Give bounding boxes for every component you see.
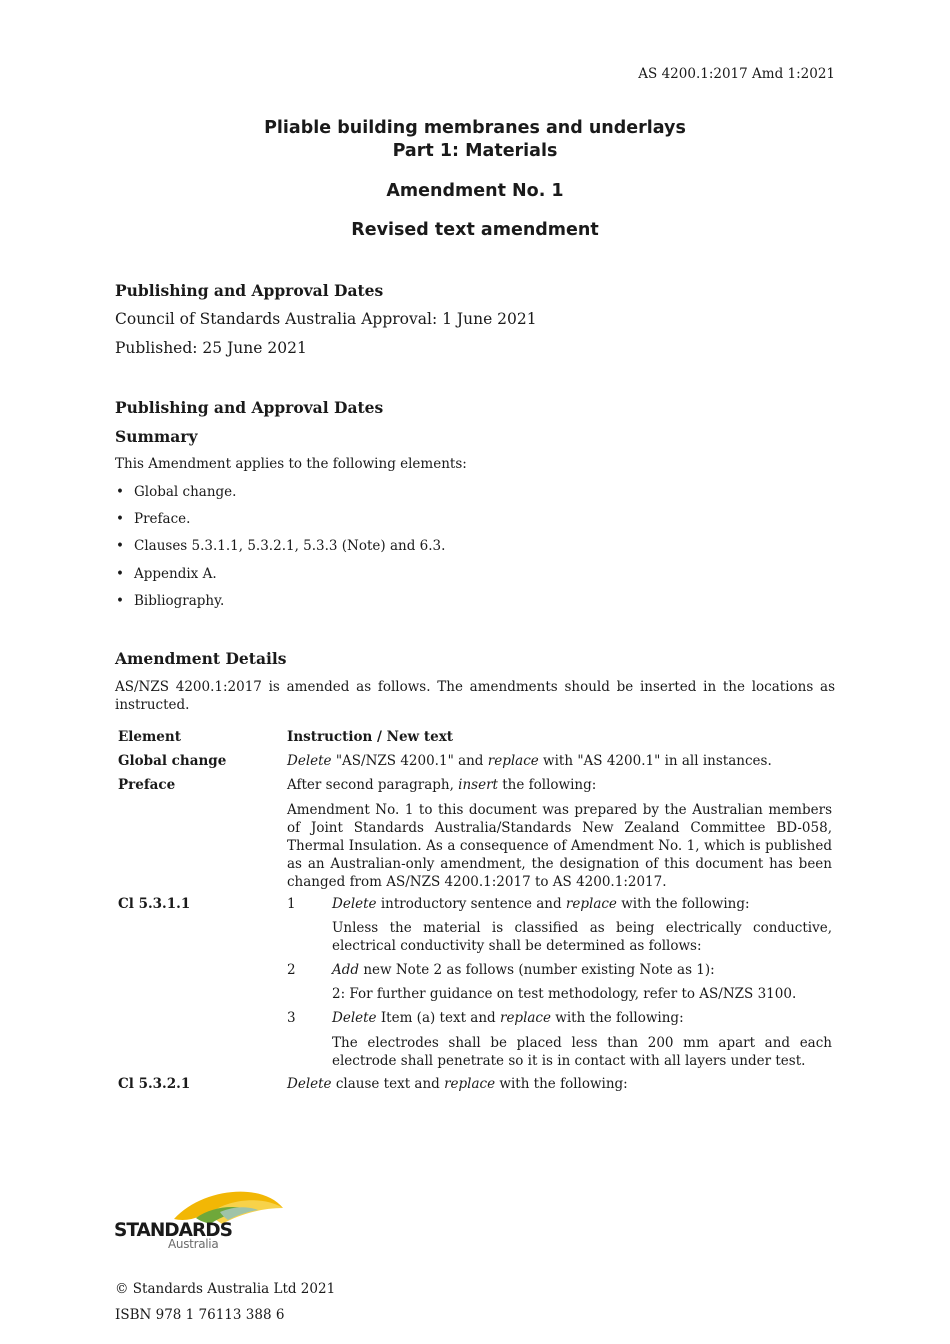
instruction-item-3 bbox=[332, 1009, 684, 1027]
replace-word: replace bbox=[444, 1076, 496, 1092]
instruction-preface bbox=[287, 776, 596, 794]
element-preface: Preface bbox=[118, 777, 176, 793]
published-date: Published: 25 June 2021 bbox=[115, 339, 307, 357]
replace-word: replace bbox=[565, 896, 617, 912]
delete-word: Delete bbox=[287, 1076, 332, 1092]
list-item: • Clauses 5.3.1.1, 5.3.2.1, 5.3.3 (Note) and 6.3. bbox=[115, 537, 445, 564]
list-item: • Bibliography. bbox=[115, 592, 445, 619]
summary-list bbox=[115, 483, 445, 619]
instruction-text: clause text and bbox=[331, 1076, 445, 1092]
dates-heading: Publishing and Approval Dates bbox=[115, 281, 384, 300]
replace-word: replace bbox=[499, 1010, 551, 1026]
copyright-notice: © Standards Australia Ltd 2021 bbox=[115, 1281, 336, 1297]
details-intro: AS/NZS 4200.1:2017 is amended as follows. The amendments should be inserted in the locations as instructed. bbox=[115, 679, 835, 713]
amendment-number: Amendment No. 1 bbox=[386, 181, 564, 201]
column-header-instruction: Instruction / New text bbox=[287, 729, 453, 745]
column-header-element: Element bbox=[118, 729, 181, 745]
instruction-text: Item (a) text and bbox=[376, 1010, 500, 1026]
element-cl-5-3-1-1: Cl 5.3.1.1 bbox=[118, 896, 191, 912]
document-reference: AS 4200.1:2017 Amd 1:2021 bbox=[638, 66, 835, 82]
delete-word: Delete bbox=[332, 896, 377, 912]
council-approval-date: Council of Standards Australia Approval: 1 June 2021 bbox=[115, 310, 537, 328]
instruction-text: After second paragraph, bbox=[287, 777, 459, 793]
new-text-item-2: 2: For further guidance on test methodology, refer to AS/NZS 3100. bbox=[332, 986, 797, 1002]
element-global-change: Global change bbox=[118, 753, 227, 769]
instruction-text: the following: bbox=[497, 777, 597, 793]
standards-australia-logo bbox=[112, 1186, 292, 1256]
logo-wordmark: STANDARDS bbox=[114, 1220, 232, 1241]
isbn: ISBN 978 1 76113 388 6 bbox=[115, 1307, 285, 1323]
instruction-text: with the following: bbox=[551, 1010, 684, 1026]
delete-word: Delete bbox=[332, 1010, 377, 1026]
instruction-item-2 bbox=[332, 961, 715, 979]
summary-heading: Summary bbox=[115, 427, 198, 446]
new-text-item-3: The electrodes shall be placed less than 200 mm apart and each electrode shall penetrate so it is in contact with all layers under test. bbox=[332, 1035, 832, 1069]
instruction-global-change bbox=[287, 752, 772, 770]
list-item: • Global change. bbox=[115, 483, 445, 510]
instruction-text: "AS/NZS 4200.1" and bbox=[331, 753, 488, 769]
new-text-item-1: Unless the material is classified as being electrically conductive, electrical conductivity shall be determined as follows: bbox=[332, 920, 832, 954]
instruction-cl-5-3-2-1 bbox=[287, 1075, 628, 1093]
instruction-text: new Note 2 as follows (number existing Note as 1): bbox=[359, 962, 715, 978]
replace-word: replace bbox=[487, 753, 539, 769]
details-heading: Amendment Details bbox=[115, 649, 287, 668]
item-number: 3 bbox=[287, 1010, 296, 1026]
instruction-text: with the following: bbox=[616, 896, 750, 912]
amendment-type: Revised text amendment bbox=[351, 220, 599, 240]
add-word: Add bbox=[332, 962, 360, 978]
list-item: • Preface. bbox=[115, 510, 445, 537]
logo-subtitle: Australia bbox=[168, 1237, 219, 1251]
instruction-text: with "AS 4200.1" in all instances. bbox=[538, 753, 772, 769]
insert-word: insert bbox=[458, 777, 498, 793]
summary-intro: This Amendment applies to the following elements: bbox=[115, 456, 467, 472]
element-cl-5-3-2-1: Cl 5.3.2.1 bbox=[118, 1076, 191, 1092]
delete-word: Delete bbox=[287, 753, 332, 769]
list-item: • Appendix A. bbox=[115, 565, 445, 592]
item-number: 1 bbox=[287, 896, 296, 912]
instruction-item-1 bbox=[332, 895, 750, 913]
summary-section-heading: Publishing and Approval Dates bbox=[115, 398, 384, 417]
instruction-text: introductory sentence and bbox=[376, 896, 566, 912]
document-part-title: Part 1: Materials bbox=[392, 141, 558, 161]
instruction-text: with the following: bbox=[495, 1076, 628, 1092]
item-number: 2 bbox=[287, 962, 296, 978]
preface-new-text: Amendment No. 1 to this document was prepared by the Australian members of Joint Standards Australia/Standards New Zealand Committee BD-058, Thermal Insulation. As a consequence of Amendment No. 1, which is published as an Australian-only amendment, the designation of this document has been changed from AS/NZS 4200.1:2017 to AS 4200.1:2017. bbox=[287, 802, 832, 890]
document-title: Pliable building membranes and underlays bbox=[264, 118, 686, 138]
